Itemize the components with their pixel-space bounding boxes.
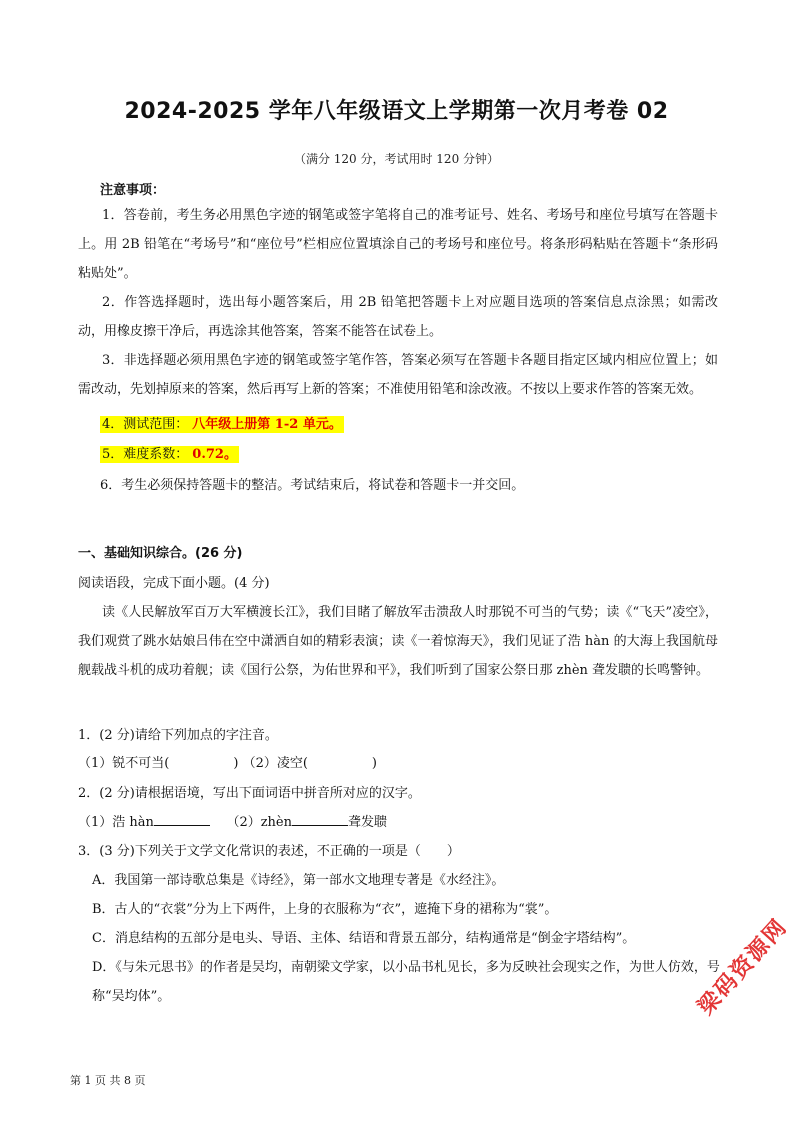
question-2: 2．(2 分)请根据语境，写出下面词语中拼音所对应的汉字。 (78, 786, 421, 801)
option-c[interactable]: C．消息结构的五部分是电头、导语、主体、结语和背景五部分，结构通常是“倒金字塔结构”。 (92, 931, 636, 946)
q2-item-b: （2）zhèn (226, 815, 292, 830)
option-a[interactable]: A．我国第一部诗歌总集是《诗经》，第一部水文地理专著是《水经注》。 (92, 873, 505, 888)
notice-item-4-value: 八年级上册第 1-2 单元。 (192, 417, 342, 432)
question-1-items (78, 752, 377, 771)
notice-item-4 (100, 415, 344, 435)
notice-item-2: 2．作答选择题时，选出每小题答案后，用 2B 铅笔把答题卡上对应题目选项的答案信息点涂黑；如需改动，用橡皮擦干净后，再选涂其他答案，答案不能答在试卷上。 (78, 295, 718, 339)
notice-item-5-label: 5．难度系数： (102, 447, 189, 462)
q2-answer-b[interactable] (292, 813, 348, 826)
page-title: 2024-2025 学年八年级语文上学期第一次月考卷 02 (124, 99, 669, 124)
q2-answer-a[interactable] (154, 813, 210, 826)
q1-item-a: （1）锐不可当( (78, 756, 170, 771)
question-1: 1．(2 分)请给下列加点的字注音。 (78, 728, 278, 743)
question-3: 3．(3 分)下列关于文学文化常识的表述，不正确的一项是（ ） (78, 844, 460, 859)
notice-item-5 (100, 445, 239, 465)
notice-item-3: 3．非选择题必须用黑色字迹的钢笔或签字笔作答，答案必须写在答题卡各题目指定区域内相应位置上；如需改动，先划掉原来的答案，然后再写上新的答案；不准使用铅笔和涂改液。不按以上要求作答的答案无效。 (78, 353, 718, 397)
q2-item-b-tail: 聋发聩 (348, 815, 388, 830)
notice-heading: 注意事项： (100, 183, 166, 198)
section-1-heading: 一、基础知识综合。(26 分) (78, 546, 243, 561)
q1-item-b-end: ) (371, 756, 377, 771)
notice-item-1: 1．答卷前，考生务必用黑色字迹的钢笔或签字笔将自己的准考证号、姓名、考场号和座位号填写在答题卡上。用 2B 铅笔在“考场号”和“座位号”栏相应位置填涂自己的考场号和座位号。将条形码粘贴在答题卡“条形码粘贴处”。 (78, 208, 718, 281)
watermark-text: 梁码资源网 (693, 914, 793, 1021)
notice-item-4-label: 4．测试范围： (102, 417, 189, 432)
reading-passage: 读《人民解放军百万大军横渡长江》，我们目睹了解放军击溃敌人时那锐不可当的气势；读《“飞天”凌空》，我们观赏了跳水姑娘吕伟在空中潇洒自如的精彩表演；读《一着惊海天》，我们见证了浩 hàn 的大海上我国航母舰载战斗机的成功着舰；读《国行公祭，为佑世界和平》，我们听到了国家公祭日那 zhèn 聋发聩的长鸣警钟。 (78, 605, 718, 678)
page-footer: 第 1 页 共 8 页 (70, 1074, 146, 1087)
option-d[interactable]: D．《与朱元思书》的作者是吴均，南朝梁文学家，以小品书札见长，多为反映社会现实之作，为世人仿效，号称“吴均体”。 (92, 960, 720, 1004)
notice-item-5-value: 0.72。 (192, 447, 237, 462)
q2-item-a: （1）浩 hàn (78, 815, 154, 830)
exam-subtitle: （满分 120 分，考试用时 120 分钟） (293, 152, 500, 166)
reading-intro: 阅读语段，完成下面小题。(4 分) (78, 576, 270, 591)
notice-item-6: 6．考生必须保持答题卡的整洁。考试结束后，将试卷和答题卡一并交回。 (100, 478, 525, 493)
q1-item-b: （2）凌空( (242, 756, 308, 771)
question-2-items (78, 811, 387, 830)
option-b[interactable]: B．古人的“衣裳”分为上下两件，上身的衣服称为“衣”，遮掩下身的裙称为“裳”。 (92, 902, 558, 917)
q1-item-a-end: ) (233, 756, 239, 771)
